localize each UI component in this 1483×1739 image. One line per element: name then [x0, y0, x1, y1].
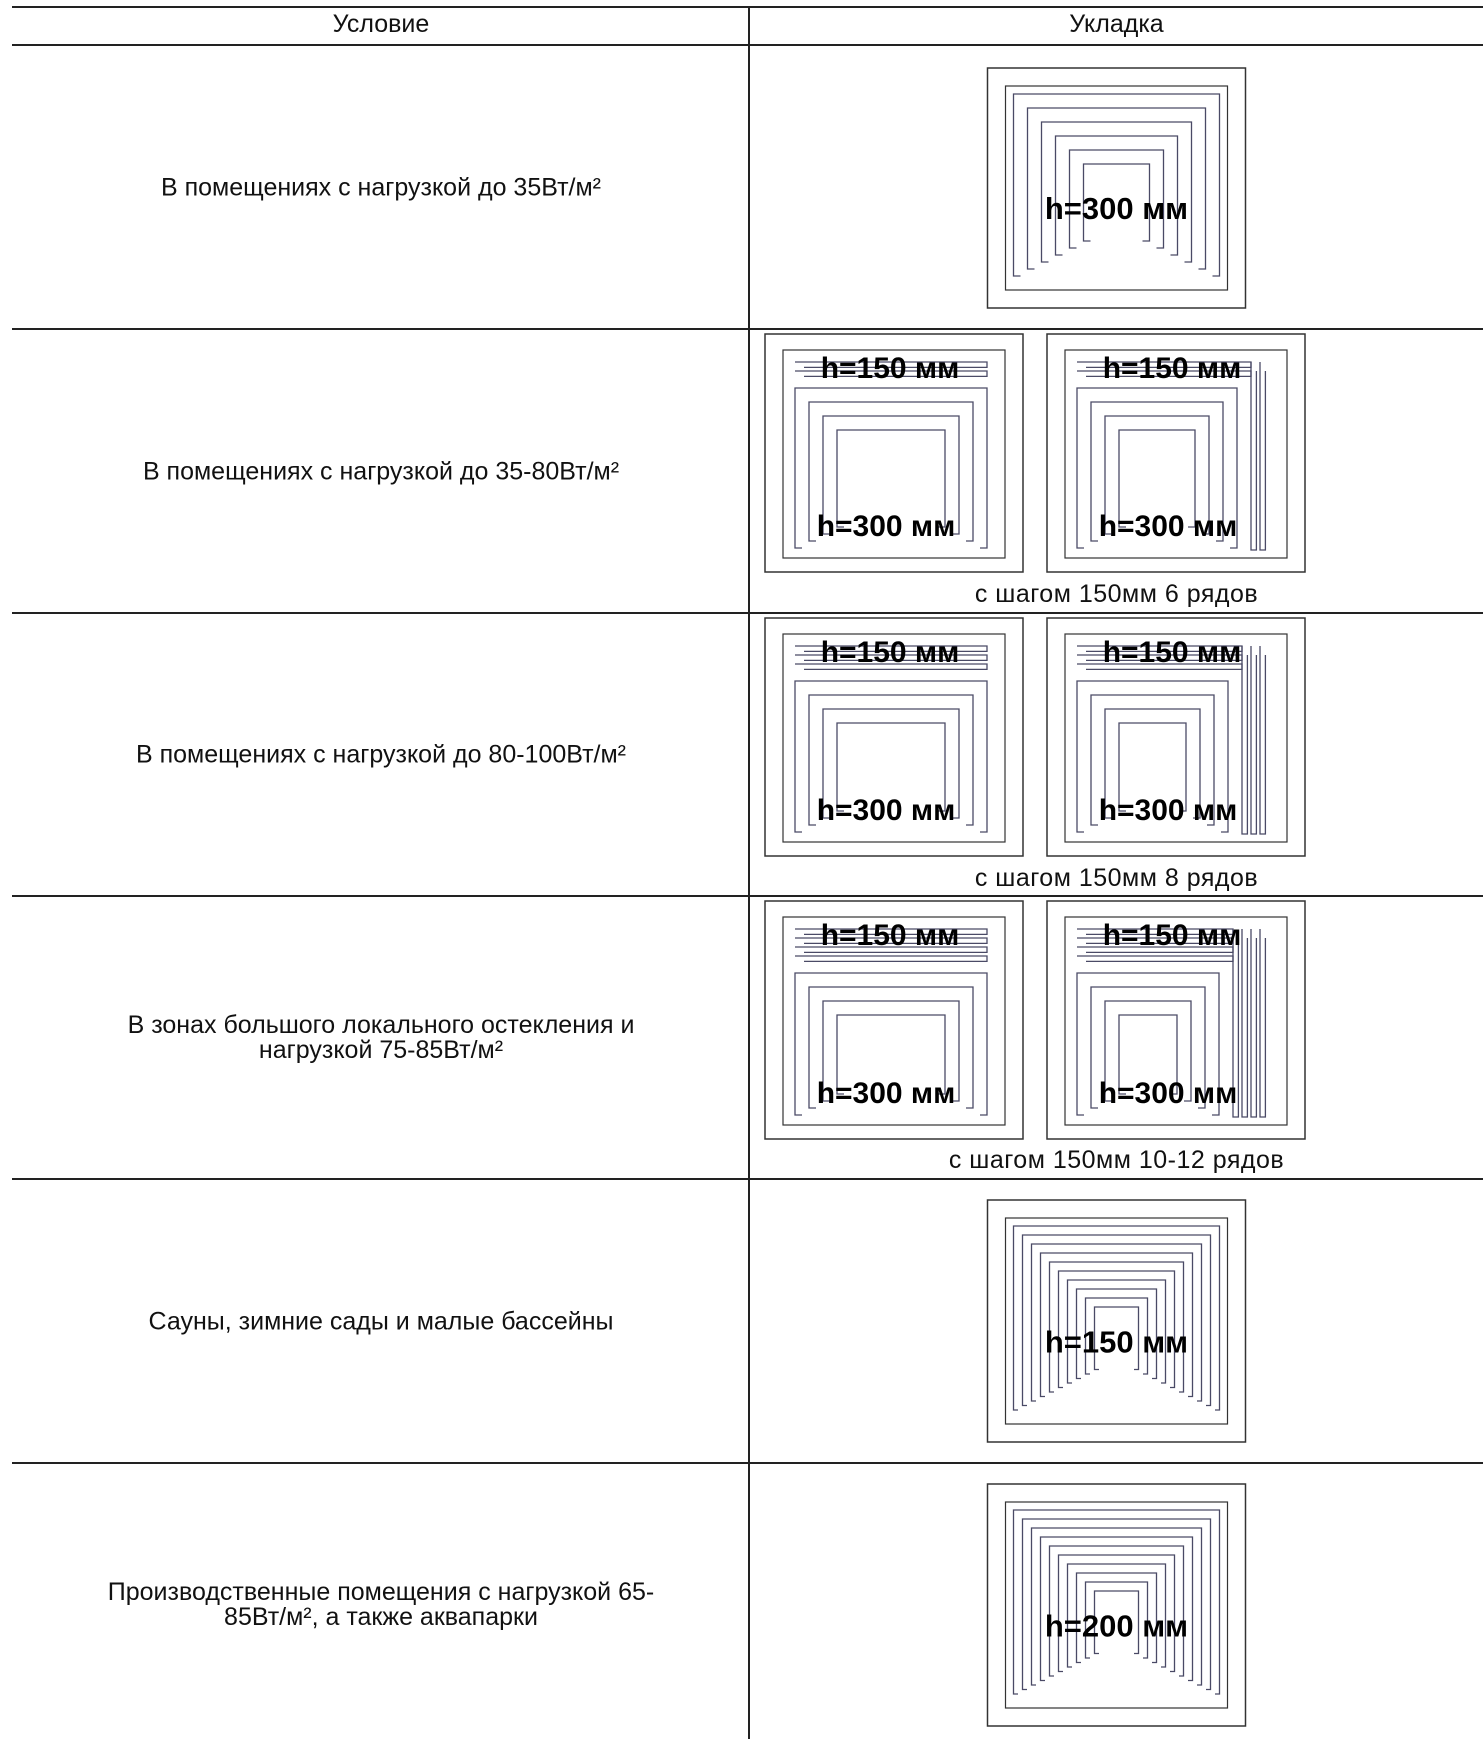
top-spacing-label: h=150 мм	[820, 352, 960, 385]
side-edge-run	[1251, 362, 1256, 550]
row-3-note: с шагом 150мм 8 рядов	[974, 864, 1259, 892]
top-spacing-label: h=150 мм	[1102, 636, 1242, 669]
spiral-loop	[1032, 1528, 1202, 1685]
layout-panel-2	[1047, 901, 1305, 1139]
top-spacing-label: h=150 мм	[820, 919, 960, 952]
side-edge-run	[1242, 646, 1247, 834]
core-spacing-label: h=300 мм	[816, 794, 956, 827]
layout-panel-1	[765, 334, 1023, 572]
layout-panel-1	[765, 618, 1023, 856]
spiral-loop	[1023, 1235, 1211, 1406]
top-spacing-label: h=150 мм	[1102, 919, 1242, 952]
core-spacing-label: h=300 мм	[1098, 510, 1238, 543]
side-edge-run	[1251, 929, 1256, 1117]
row-5-layout-diagram	[750, 1180, 1483, 1460]
panel-inner-frame	[1006, 86, 1228, 290]
row-4-note: с шагом 150мм 10-12 рядов	[948, 1146, 1285, 1174]
spiral-loop	[1023, 1519, 1211, 1690]
row-2-note: с шагом 150мм 6 рядов	[974, 580, 1259, 608]
layout-panel-2	[1047, 618, 1305, 856]
spiral-loop	[1028, 108, 1206, 269]
layout-panel-1	[765, 901, 1023, 1139]
core-spacing-label: h=300 мм	[816, 510, 956, 543]
side-edge-run	[1251, 646, 1256, 834]
header-layout: Укладка	[1069, 10, 1164, 38]
header-condition: Условие	[332, 10, 430, 38]
layout-panel	[988, 1484, 1246, 1726]
spacing-label: h=150 мм	[1044, 1324, 1189, 1360]
row-2-condition: В помещениях с нагрузкой до 35-80Вт/м²	[142, 457, 620, 486]
row-5-condition: Сауны, зимние сады и малые бассейны	[148, 1307, 614, 1336]
row-3-condition: В помещениях с нагрузкой до 80-100Вт/м²	[135, 740, 627, 769]
panel-inner-frame	[1006, 1218, 1228, 1424]
row-6-condition: Производственные помещения с нагрузкой 65- 85Вт/м², а также аквапарки	[107, 1578, 655, 1631]
row-3-layout-diagram	[750, 614, 1483, 864]
layout-panel	[988, 68, 1246, 308]
side-edge-run	[1260, 929, 1265, 1117]
row-1-condition: В помещениях с нагрузкой до 35Вт/м²	[161, 173, 601, 202]
top-spacing-label: h=150 мм	[1102, 352, 1242, 385]
spacing-label: h=200 мм	[1044, 1608, 1189, 1644]
side-edge-run	[1260, 362, 1265, 550]
top-edge-run	[795, 956, 987, 961]
row-1-layout-diagram	[750, 50, 1483, 320]
core-spacing-label: h=300 мм	[816, 1077, 956, 1110]
row-4-condition: В зонах большого локального остекления и нагрузкой 75-85Вт/м²	[127, 1011, 635, 1064]
row-6-layout-diagram	[750, 1464, 1483, 1739]
side-edge-run	[1260, 646, 1265, 834]
side-edge-run	[1242, 929, 1247, 1117]
top-edge-run	[1077, 956, 1233, 961]
core-spacing-label: h=300 мм	[1098, 794, 1238, 827]
top-spacing-label: h=150 мм	[820, 636, 960, 669]
layout-panel-2	[1047, 334, 1305, 572]
panel-outer-frame	[988, 68, 1246, 308]
spiral-loop	[1032, 1244, 1202, 1401]
panel-inner-frame	[1006, 1502, 1228, 1708]
spiral-loop	[1014, 94, 1220, 276]
row-2-layout-diagram	[750, 330, 1483, 580]
row-4-layout-diagram	[750, 897, 1483, 1147]
layout-panel	[988, 1200, 1246, 1442]
spacing-label: h=300 мм	[1044, 191, 1189, 227]
core-spacing-label: h=300 мм	[1098, 1077, 1238, 1110]
